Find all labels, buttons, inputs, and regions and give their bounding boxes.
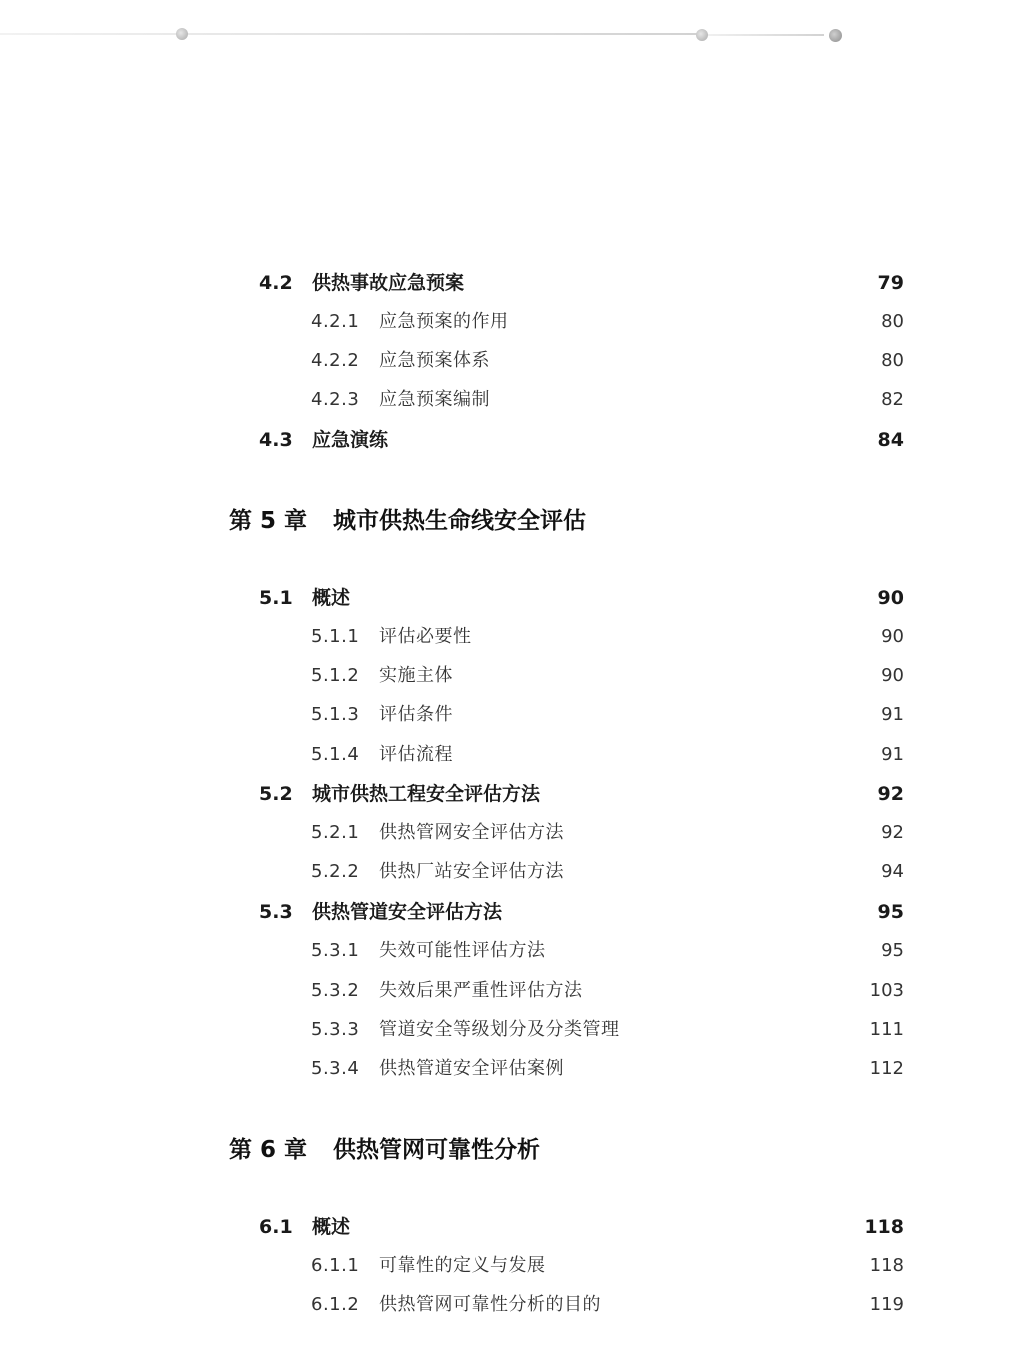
section-title: 概述 — [312, 1216, 351, 1238]
page-number: 112 — [869, 1058, 904, 1079]
toc-entry-subsection[interactable] — [0, 1290, 1015, 1320]
toc-entry-section[interactable] — [0, 1212, 1015, 1242]
chapter-label: 第 5 章 — [229, 508, 308, 534]
section-title: 城市供热工程安全评估方法 — [312, 783, 541, 805]
header-rule-right — [700, 34, 824, 36]
subsection-title: 应急预案体系 — [379, 350, 490, 371]
chapter-label: 第 6 章 — [229, 1137, 308, 1163]
toc-entry-subsection[interactable] — [0, 740, 1015, 770]
toc-entry-subsection[interactable] — [0, 307, 1015, 337]
page-number: 90 — [881, 665, 904, 686]
toc-entry-subsection[interactable] — [0, 936, 1015, 966]
section-title: 应急演练 — [312, 429, 389, 451]
section-title: 供热事故应急预案 — [312, 272, 465, 294]
subsection-title: 供热厂站安全评估方法 — [379, 861, 564, 882]
subsection-number: 5.2.1 — [311, 822, 360, 843]
page-number: 119 — [869, 1294, 904, 1315]
subsection-number: 4.2.2 — [311, 350, 360, 371]
toc-entry-subsection[interactable] — [0, 1054, 1015, 1084]
subsection-number: 5.3.1 — [311, 940, 360, 961]
page-number: 95 — [881, 940, 904, 961]
page-number: 118 — [869, 1255, 904, 1276]
subsection-number: 5.3.4 — [311, 1058, 360, 1079]
toc-entry-subsection[interactable] — [0, 1015, 1015, 1045]
subsection-title: 失效可能性评估方法 — [379, 940, 546, 961]
section-title: 供热管道安全评估方法 — [312, 901, 503, 923]
toc-entry-subsection[interactable] — [0, 385, 1015, 415]
toc-entry-subsection[interactable] — [0, 346, 1015, 376]
subsection-number: 5.3.2 — [311, 980, 360, 1001]
toc-entry-section[interactable] — [0, 583, 1015, 613]
section-number: 6.1 — [259, 1216, 293, 1238]
subsection-title: 供热管网可靠性分析的目的 — [379, 1294, 601, 1315]
subsection-number: 4.2.1 — [311, 311, 360, 332]
toc-entry-subsection[interactable] — [0, 1251, 1015, 1281]
page-number: 79 — [877, 272, 904, 294]
toc-entry-section[interactable] — [0, 425, 1015, 455]
chapter-title: 供热管网可靠性分析 — [333, 1137, 541, 1163]
section-number: 4.3 — [259, 429, 293, 451]
subsection-title: 供热管道安全评估案例 — [379, 1058, 564, 1079]
subsection-title: 评估条件 — [379, 704, 453, 725]
page-number: 92 — [877, 783, 904, 805]
page-number: 94 — [881, 861, 904, 882]
page-number: 111 — [869, 1019, 904, 1040]
subsection-title: 实施主体 — [379, 665, 453, 686]
subsection-number: 5.1.1 — [311, 626, 360, 647]
toc-entry-subsection[interactable] — [0, 857, 1015, 887]
page-number: 84 — [877, 429, 904, 451]
page-number: 90 — [877, 587, 904, 609]
subsection-title: 失效后果严重性评估方法 — [379, 980, 583, 1001]
page-number: 103 — [869, 980, 904, 1001]
toc-entry-section[interactable] — [0, 779, 1015, 809]
header-rule-left — [0, 33, 700, 35]
subsection-number: 6.1.2 — [311, 1294, 360, 1315]
subsection-number: 5.2.2 — [311, 861, 360, 882]
subsection-number: 4.2.3 — [311, 389, 360, 410]
subsection-title: 应急预案的作用 — [379, 311, 509, 332]
toc-entry-subsection[interactable] — [0, 976, 1015, 1006]
subsection-number: 5.3.3 — [311, 1019, 360, 1040]
page-number: 80 — [881, 350, 904, 371]
chapter-title: 城市供热生命线安全评估 — [333, 508, 587, 534]
chapter-heading[interactable] — [229, 1132, 540, 1168]
page-number: 91 — [881, 744, 904, 765]
subsection-number: 5.1.4 — [311, 744, 360, 765]
subsection-number: 6.1.1 — [311, 1255, 360, 1276]
section-number: 5.2 — [259, 783, 293, 805]
section-title: 概述 — [312, 587, 351, 609]
toc-entry-subsection[interactable] — [0, 700, 1015, 730]
page-number: 80 — [881, 311, 904, 332]
section-number: 5.1 — [259, 587, 293, 609]
subsection-number: 5.1.2 — [311, 665, 360, 686]
page-number: 92 — [881, 822, 904, 843]
page-number: 95 — [877, 901, 904, 923]
section-number: 4.2 — [259, 272, 293, 294]
subsection-title: 可靠性的定义与发展 — [379, 1255, 546, 1276]
header-dot — [176, 28, 188, 40]
toc-entry-section[interactable] — [0, 268, 1015, 298]
toc-entry-section[interactable] — [0, 897, 1015, 927]
header-dot-end — [829, 29, 842, 42]
page-number: 82 — [881, 389, 904, 410]
toc-entry-subsection[interactable] — [0, 622, 1015, 652]
page-number: 91 — [881, 704, 904, 725]
subsection-title: 评估必要性 — [379, 626, 472, 647]
toc-entry-subsection[interactable] — [0, 818, 1015, 848]
section-number: 5.3 — [259, 901, 293, 923]
subsection-title: 评估流程 — [379, 744, 453, 765]
header-dot — [696, 29, 708, 41]
page-number: 118 — [864, 1216, 904, 1238]
chapter-heading[interactable] — [229, 503, 586, 539]
subsection-title: 供热管网安全评估方法 — [379, 822, 564, 843]
subsection-title: 应急预案编制 — [379, 389, 490, 410]
subsection-title: 管道安全等级划分及分类管理 — [379, 1019, 620, 1040]
toc-entry-subsection[interactable] — [0, 661, 1015, 691]
subsection-number: 5.1.3 — [311, 704, 360, 725]
page-number: 90 — [881, 626, 904, 647]
